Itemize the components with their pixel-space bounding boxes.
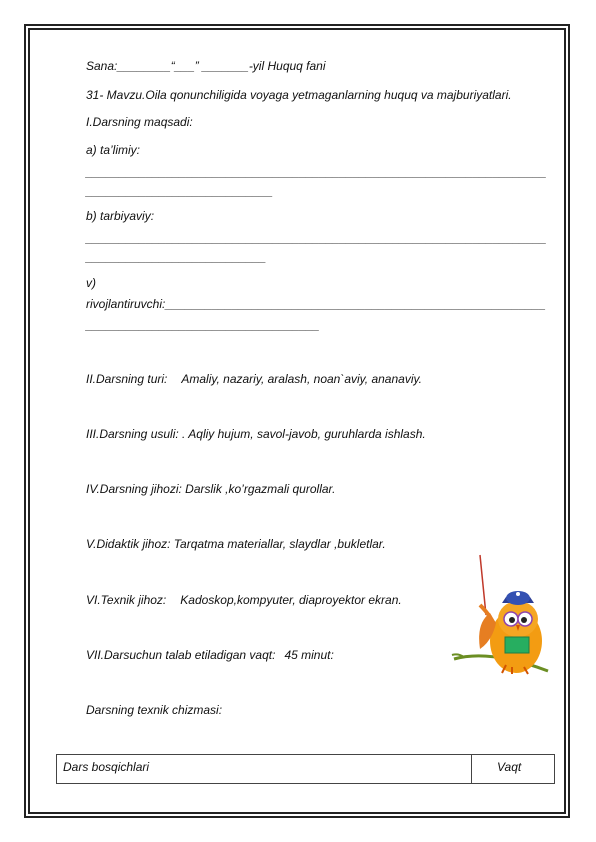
goals-heading: I.Darsning maqsadi: (86, 115, 193, 129)
goal-b-blank-2: ___________________________ (86, 250, 267, 264)
lesson-method: III.Darsning usuli: . Aqliy hujum, savol-javob, guruhlarda ishlash. (86, 427, 426, 441)
date-line: Sana:________“___” _______-yil Huquq fani (86, 59, 326, 73)
lesson-time-value: 45 minut: (284, 648, 334, 662)
table-header-time: Vaqt (497, 760, 522, 774)
owl-teacher-icon (450, 553, 560, 685)
lesson-type-value: Amaliy, nazariy, aralash, noan`aviy, ananaviy. (181, 372, 422, 386)
lesson-time-label: VII.Darsuchun talab etiladigan vaqt: (86, 648, 276, 662)
goal-b-label: b) tarbiyaviy: (86, 209, 155, 223)
lesson-type-line (86, 372, 422, 386)
lesson-equipment: IV.Darsning jihozi: Darslik ,ko’rgazmali qurollar. (86, 482, 336, 496)
goal-a-blank-1: _____________________________________________________________________ (86, 165, 547, 179)
lesson-time-line (86, 648, 334, 662)
goal-b-blank-1: _____________________________________________________________________ (86, 231, 547, 245)
technical-equipment-line (86, 593, 402, 607)
table-header-stages: Dars bosqichlari (63, 760, 150, 774)
goal-v-blank-2: ___________________________________ (86, 318, 320, 332)
technical-scheme-heading: Darsning texnik chizmasi: (86, 703, 223, 717)
technical-equipment-label: VI.Texnik jihoz: (86, 593, 167, 607)
topic-line: 31- Mavzu.Oila qonunchiligida voyaga yetmaganlarning huquq va majburiyatlari. (86, 88, 512, 102)
goal-v-text: rivojlantiruvchi:_________________________________________________________ (86, 297, 546, 311)
goal-a-label: a) ta’limiy: (86, 143, 141, 157)
goal-v-label: v) (86, 276, 96, 290)
goal-a-blank-2: ____________________________ (86, 184, 273, 198)
table-divider (471, 755, 472, 783)
didactic-equipment: V.Didaktik jihoz: Tarqatma materiallar, slaydlar ,bukletlar. (86, 537, 386, 551)
lesson-type-label: II.Darsning turi: (86, 372, 168, 386)
technical-equipment-value: Kadoskop,kompyuter, diaproyektor ekran. (180, 593, 402, 607)
lesson-stages-table (56, 754, 555, 784)
